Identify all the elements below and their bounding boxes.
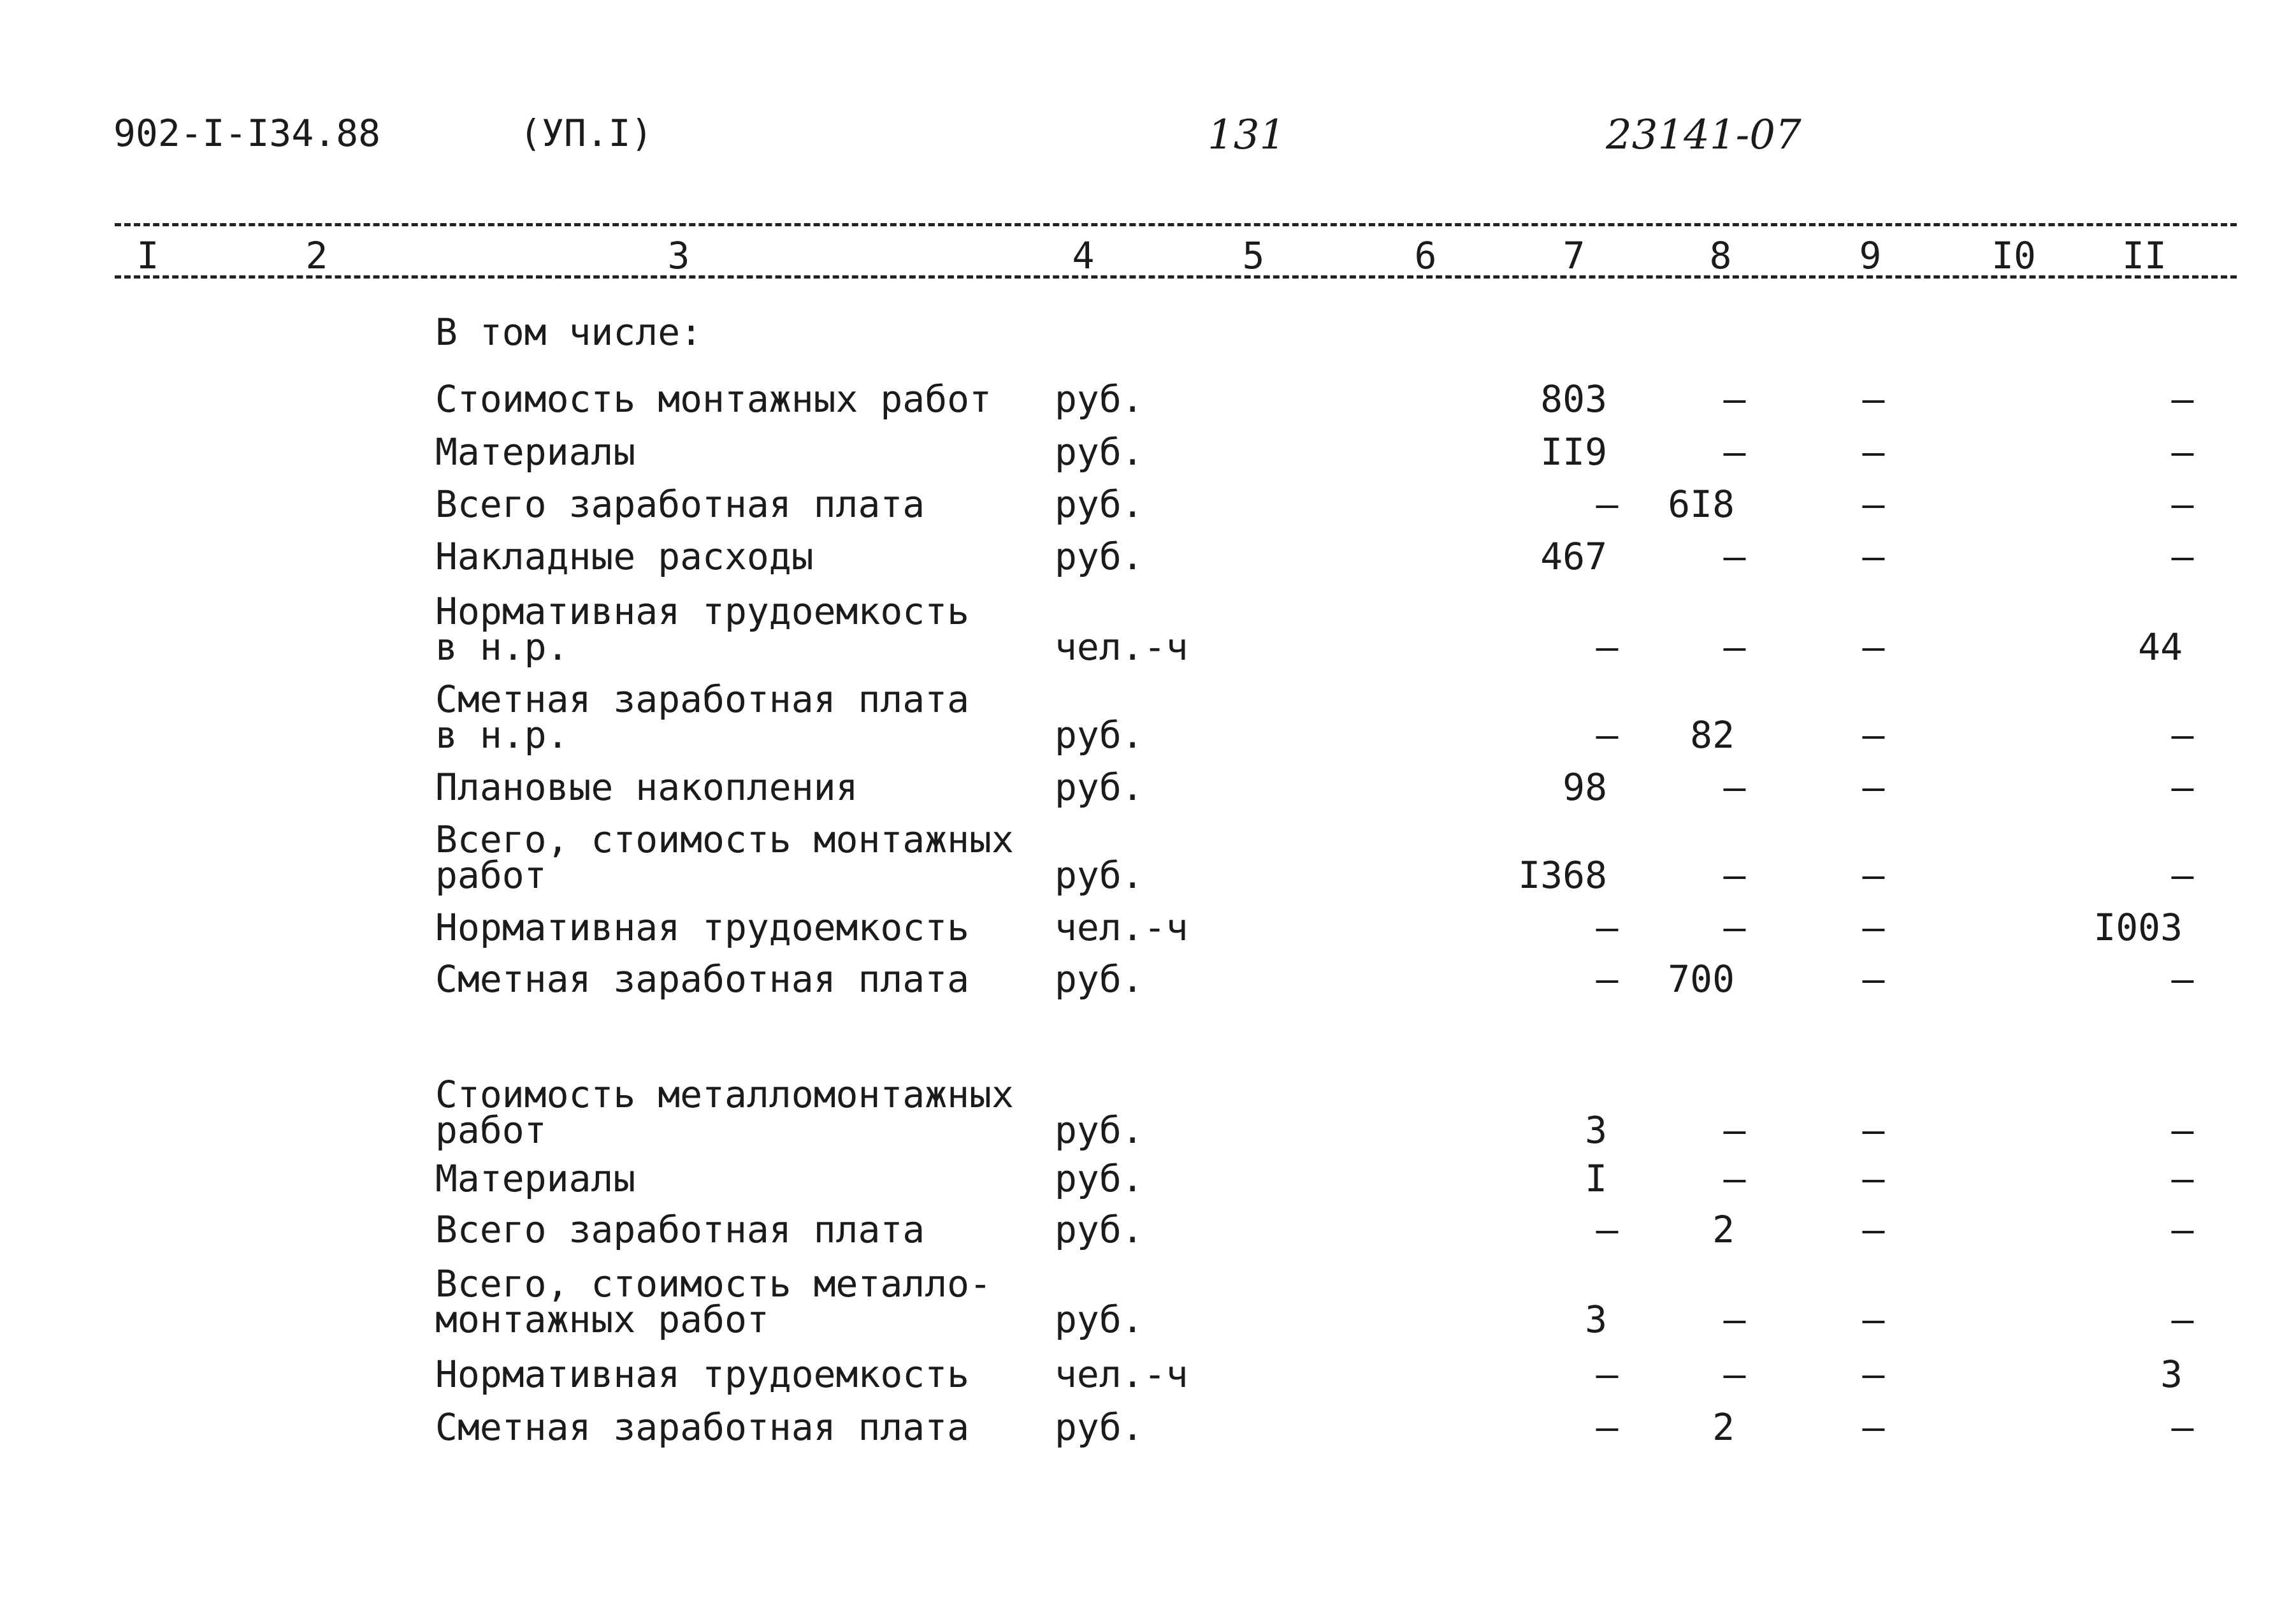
row-label: Материалы [435,1157,636,1200]
cell-value: 467 [1540,535,1607,578]
cell-value: – [2171,1405,2194,1449]
row-unit: руб. [1055,535,1144,578]
row-label: в н.р. [435,713,569,757]
header-rule-bottom [115,275,2237,279]
cell-value: – [2171,1157,2194,1200]
cell-value: – [1862,957,1885,1001]
cell-value: – [1862,1353,1885,1396]
cell-value: – [1723,853,1746,897]
row-label: Всего, стоимость металло- [435,1262,992,1305]
cell-value: II9 [1540,430,1607,474]
cell-value: I368 [1518,853,1607,897]
row-label: Нормативная трудоемкость [435,906,970,949]
cell-value: – [1723,377,1746,421]
cell-value: – [2171,483,2194,526]
cell-value: – [1596,483,1619,526]
row-unit: руб. [1055,1108,1144,1152]
row-unit: чел.-ч [1055,1353,1188,1396]
cell-value: – [1723,535,1746,578]
row-label: Всего заработная плата [435,483,925,526]
column-header: 2 [305,234,328,277]
row-label: работ [435,1108,547,1152]
cell-value: – [1723,1108,1746,1152]
row-unit: чел.-ч [1055,625,1188,669]
row-label: Накладные расходы [435,535,814,578]
cell-value: 82 [1690,713,1735,757]
cell-value: – [1862,535,1885,578]
document-code: 902-I-I34.88 [113,112,381,155]
cell-value: – [2171,1208,2194,1251]
cell-value: 6I8 [1668,483,1735,526]
column-header: 7 [1563,234,1585,277]
row-unit: чел.-ч [1055,906,1188,949]
cell-value: 3 [1585,1298,1607,1341]
cell-value: – [1862,766,1885,809]
cell-value: – [2171,1298,2194,1341]
cell-value: – [2171,957,2194,1001]
cell-value: – [1723,1353,1746,1396]
cell-value: 700 [1668,957,1735,1001]
row-unit: руб. [1055,853,1144,897]
cell-value: 3 [2160,1353,2183,1396]
cell-value: – [1862,1208,1885,1251]
cell-value: – [1862,1157,1885,1200]
column-header: I [136,234,159,277]
cell-value: – [1862,1298,1885,1341]
cell-value: – [1862,906,1885,949]
cell-value: – [1862,713,1885,757]
cell-value: – [1723,430,1746,474]
row-label: Сметная заработная плата [435,678,970,721]
cell-value: – [1862,625,1885,669]
row-label: монтажных работ [435,1298,769,1341]
page-number: 131 [1208,112,1286,159]
cell-value: – [2171,430,2194,474]
cell-value: – [1862,483,1885,526]
cell-value: – [2171,1108,2194,1152]
cell-value: – [1596,1353,1619,1396]
cell-value: 2 [1712,1405,1735,1449]
cell-value: – [1723,625,1746,669]
row-label: Сметная заработная плата [435,1405,970,1449]
cell-value: – [2171,377,2194,421]
cell-value: – [1723,766,1746,809]
cell-value: – [1862,377,1885,421]
cell-value: – [2171,713,2194,757]
column-header: 9 [1859,234,1882,277]
row-unit: руб. [1055,430,1144,474]
row-label: работ [435,853,547,897]
cell-value: – [1862,1108,1885,1152]
row-unit: руб. [1055,483,1144,526]
cell-value: – [1596,957,1619,1001]
row-label: Нормативная трудоемкость [435,590,970,633]
row-unit: руб. [1055,1298,1144,1341]
header-rule-top [115,223,2237,226]
column-header: 4 [1072,234,1095,277]
subtitle: В том числе: [435,310,703,354]
cell-value: – [2171,535,2194,578]
row-unit: руб. [1055,1157,1144,1200]
row-label: Плановые накопления [435,766,858,809]
cell-value: – [2171,766,2194,809]
section-label: (УП.I) [519,112,653,155]
row-label: Нормативная трудоемкость [435,1353,970,1396]
cell-value: 2 [1712,1208,1735,1251]
cell-value: 3 [1585,1108,1607,1152]
cell-value: I003 [2093,906,2183,949]
cell-value: – [1596,1405,1619,1449]
row-unit: руб. [1055,766,1144,809]
cell-value: 98 [1563,766,1607,809]
column-header: 6 [1414,234,1437,277]
cell-value: – [1723,906,1746,949]
cell-value: – [2171,853,2194,897]
cell-value: – [1723,1298,1746,1341]
row-unit: руб. [1055,957,1144,1001]
sheet-code: 23141-07 [1606,112,1801,159]
row-unit: руб. [1055,713,1144,757]
row-label: Стоимость монтажных работ [435,377,992,421]
cell-value: 44 [2138,625,2183,669]
cell-value: – [1862,853,1885,897]
cell-value: 803 [1540,377,1607,421]
row-label: Сметная заработная плата [435,957,970,1001]
row-label: Материалы [435,430,636,474]
column-header: I0 [1991,234,2036,277]
row-label: Всего заработная плата [435,1208,925,1251]
cell-value: – [1596,1208,1619,1251]
row-label: Всего, стоимость монтажных [435,818,1014,861]
column-header: 5 [1242,234,1265,277]
column-header: 8 [1709,234,1732,277]
cell-value: – [1596,713,1619,757]
row-unit: руб. [1055,377,1144,421]
cell-value: – [1862,1405,1885,1449]
row-unit: руб. [1055,1208,1144,1251]
cell-value: I [1585,1157,1607,1200]
row-unit: руб. [1055,1405,1144,1449]
cell-value: – [1596,625,1619,669]
row-label: в н.р. [435,625,569,669]
column-header: II [2122,234,2167,277]
cell-value: – [1596,906,1619,949]
column-header: 3 [667,234,690,277]
cell-value: – [1723,1157,1746,1200]
cell-value: – [1862,430,1885,474]
row-label: Стоимость металломонтажных [435,1073,1014,1116]
